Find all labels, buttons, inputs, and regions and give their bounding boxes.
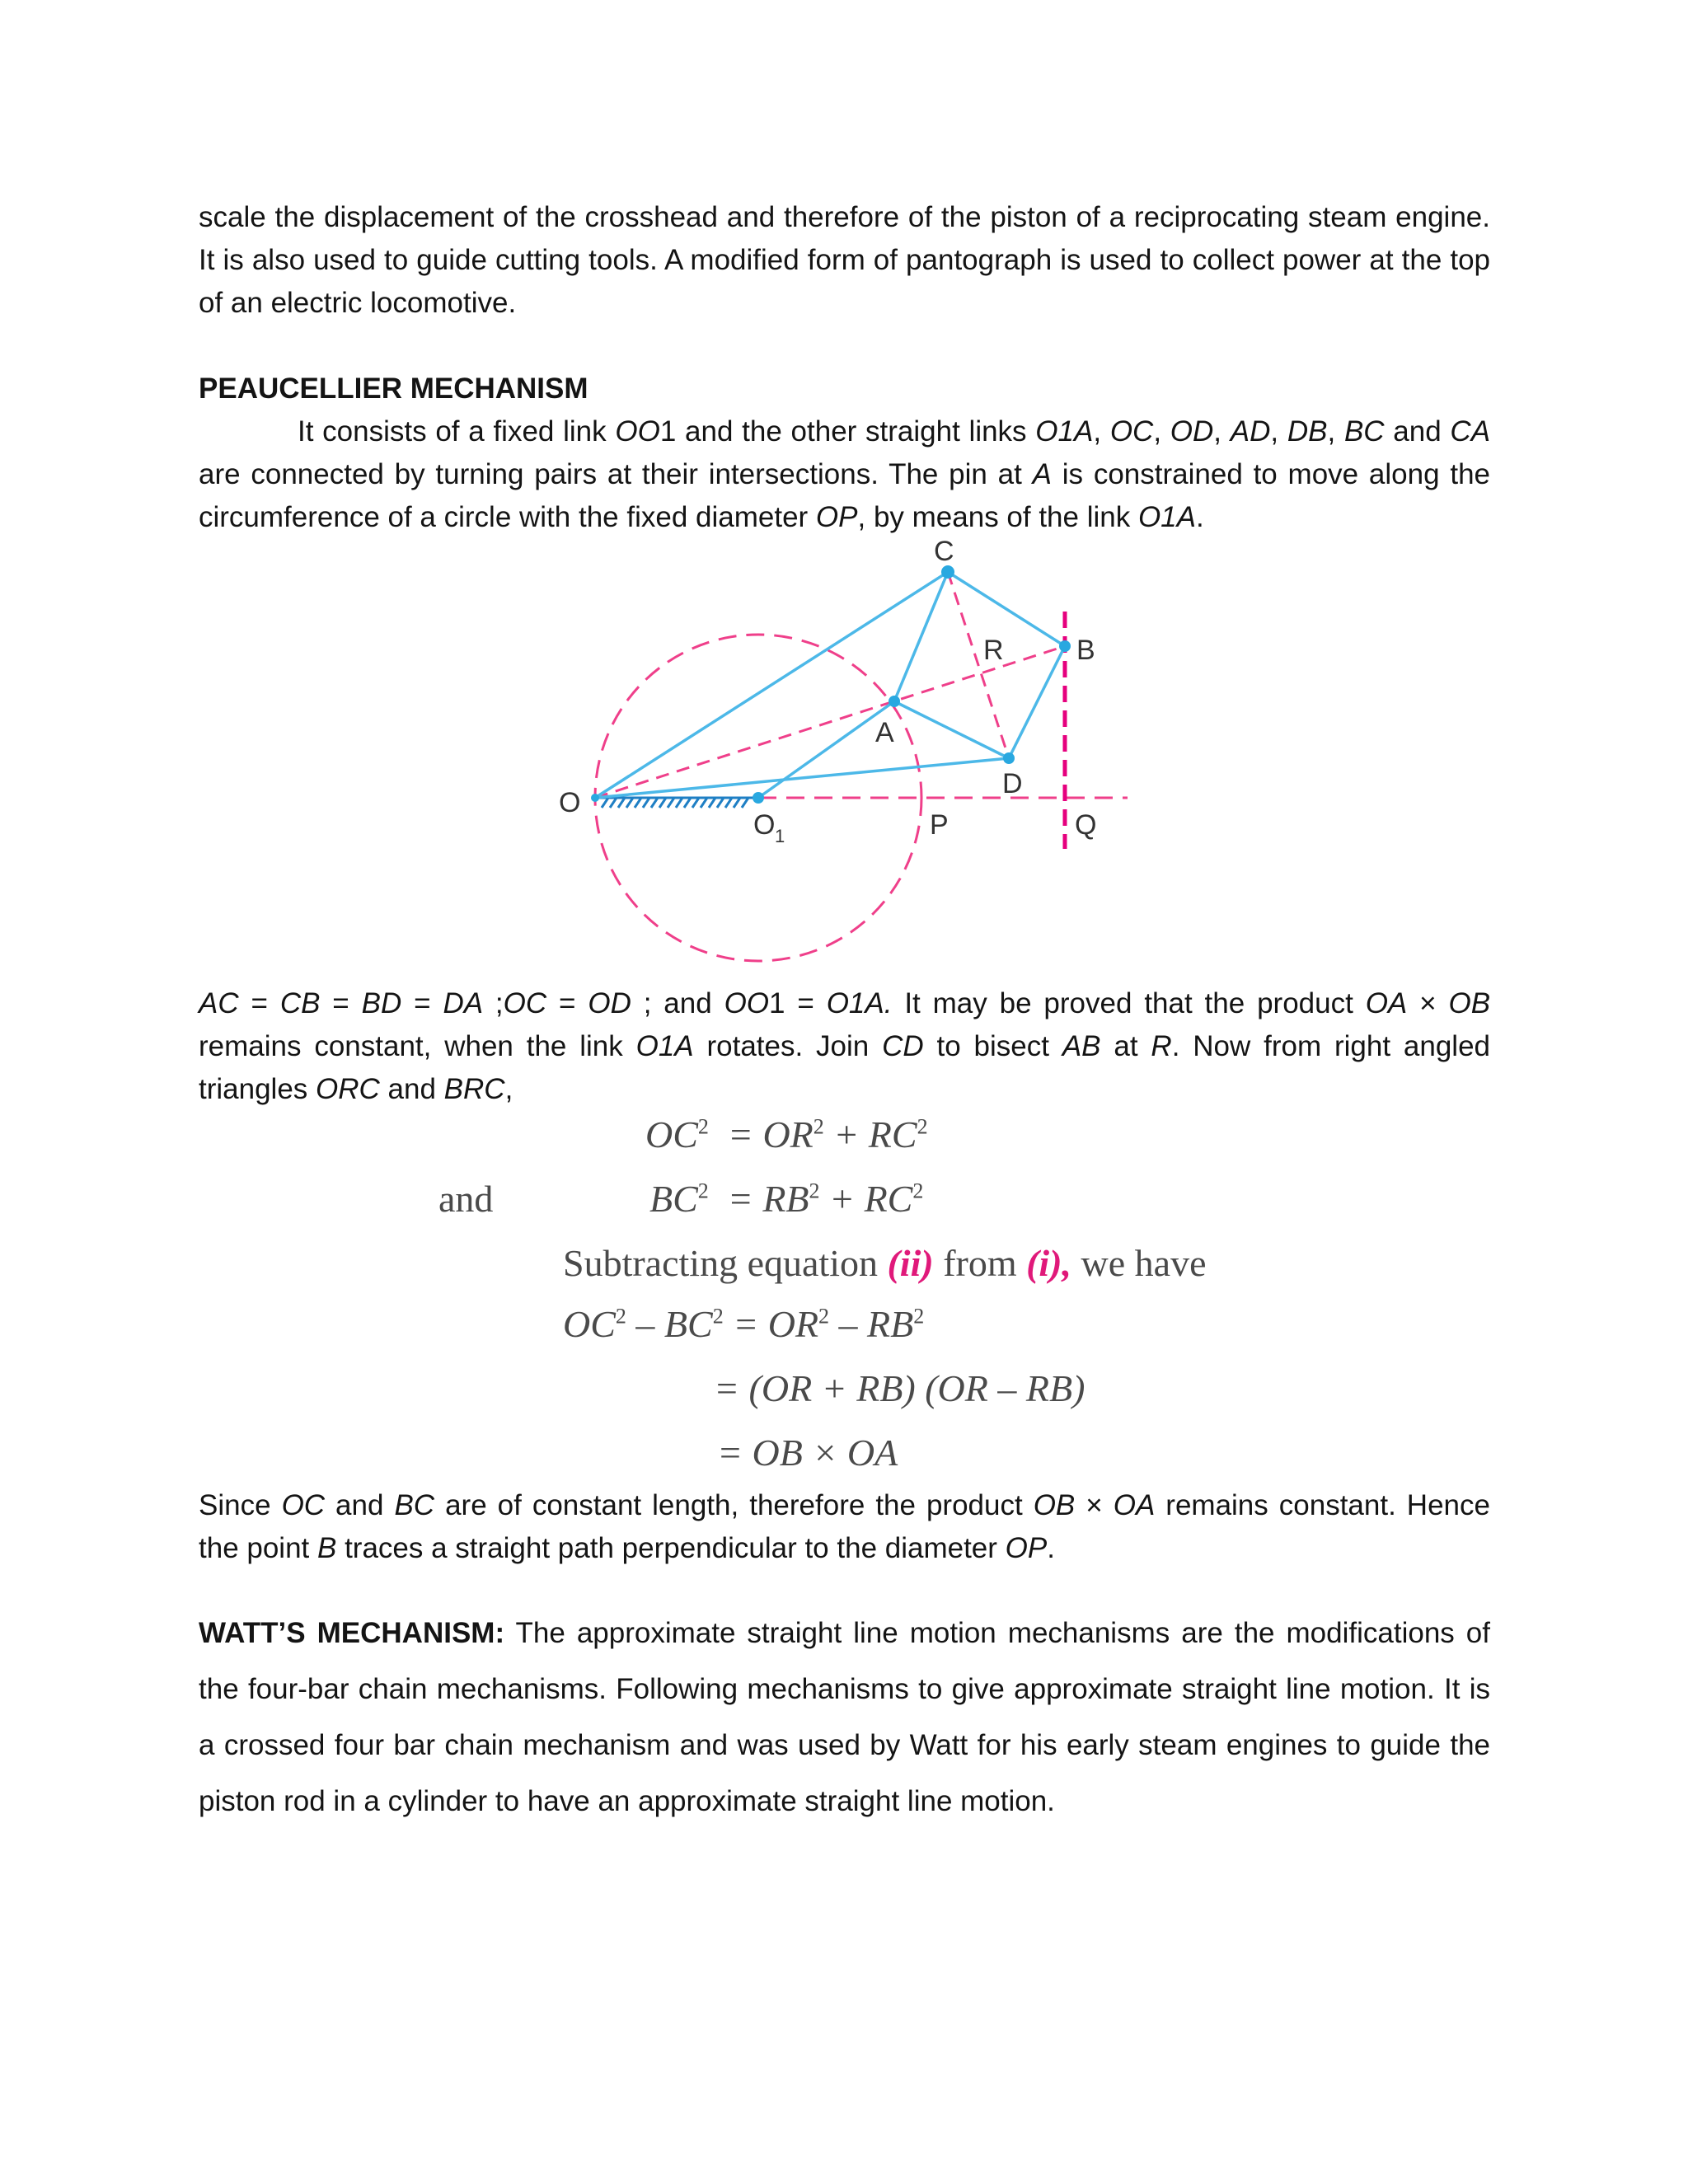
equation-5: = OB × OA (717, 1432, 898, 1474)
link-oc (595, 572, 948, 798)
peaucellier-figure (0, 0, 1688, 989)
peaucellier-heading: PEAUCELLIER MECHANISM (199, 373, 588, 405)
joint-c (941, 565, 954, 579)
link-ad (894, 701, 1009, 758)
and-label: and (438, 1178, 494, 1220)
joint-o1 (753, 792, 764, 804)
label-o1: O (753, 809, 776, 841)
label-p: P (930, 809, 949, 841)
label-a: A (875, 717, 894, 748)
mechanism-links (595, 572, 1065, 798)
equation-1: $OC^2 = OR^2 + RC^2$ (645, 1113, 928, 1155)
equation-4: = (OR + RB) (OR – RB) (714, 1367, 1085, 1409)
joint-o (591, 794, 599, 802)
link-db (1009, 646, 1065, 758)
joint-d (1003, 752, 1015, 764)
equation-3: $OC^2 - BC^2 = OR^2 - RB^2$ (563, 1303, 925, 1345)
mechanism-joints (591, 565, 1071, 804)
joint-b (1059, 640, 1071, 652)
watt-heading: WATT’S MECHANISM: (199, 1617, 505, 1649)
link-ca (894, 572, 948, 701)
label-o: O (559, 787, 581, 818)
label-o1-sub: 1 (775, 826, 785, 846)
label-d: D (1002, 768, 1023, 799)
watt-text: The approximate straight line motion mechanisms are the modifications of the four-bar chain mechanisms. Following mechanisms to give approximate straight line motion. It is a crossed four bar chain mechanism and was used by Watt for his early steam engines to guide the piston rod in a cylinder to have an approximate straight line motion. (199, 1617, 1490, 1817)
equation-2: $BC^2 = RB^2 + RC^2$ (649, 1178, 924, 1220)
label-c: C (934, 536, 954, 567)
link-cb (948, 572, 1065, 646)
equality-text: AC = CB = BD = DA ;OC = OD ; and OO1 = O1A. It may be proved that the product OA × OB remains constant, when the link O1A rotates. Join CD to bisect AB at R. Now from right angled triangles ORC and BRC, (199, 987, 1491, 1105)
link-o1a (758, 701, 894, 798)
conclusion-paragraph (199, 1484, 1490, 1570)
intro-text: scale the displacement of the crosshead and therefore of the piston of a reciprocating steam engine. It is also used to guide cutting tools. A modified form of pantograph is used to collect power at the top of an electric locomotive. (199, 201, 1490, 319)
watt-section (199, 1605, 1490, 1830)
fixed-link-hatching (595, 798, 757, 808)
equality-paragraph (199, 982, 1490, 1111)
conclusion-text: Since OC and BC are of constant length, therefore the product OB × OA remains constant. Hence the point B traces a straight path perpendicular to the diameter OP. (199, 1489, 1490, 1564)
label-b: B (1076, 635, 1095, 666)
label-q: Q (1075, 809, 1097, 841)
joint-a (889, 696, 900, 707)
peaucellier-paragraph: It consists of a fixed link OO1 and the other straight links O1A, OC, OD, AD, DB, BC and CA are connected by turning pairs at their intersections. The pin at A is constrained to move along the circumference of a circle with the fixed diameter OP, by means of the link O1A. (199, 415, 1491, 533)
label-r: R (983, 635, 1004, 666)
watt-paragraph (199, 1605, 1490, 1830)
subtracting-line: Subtracting equation (ii) from (i), we have (563, 1242, 1207, 1284)
